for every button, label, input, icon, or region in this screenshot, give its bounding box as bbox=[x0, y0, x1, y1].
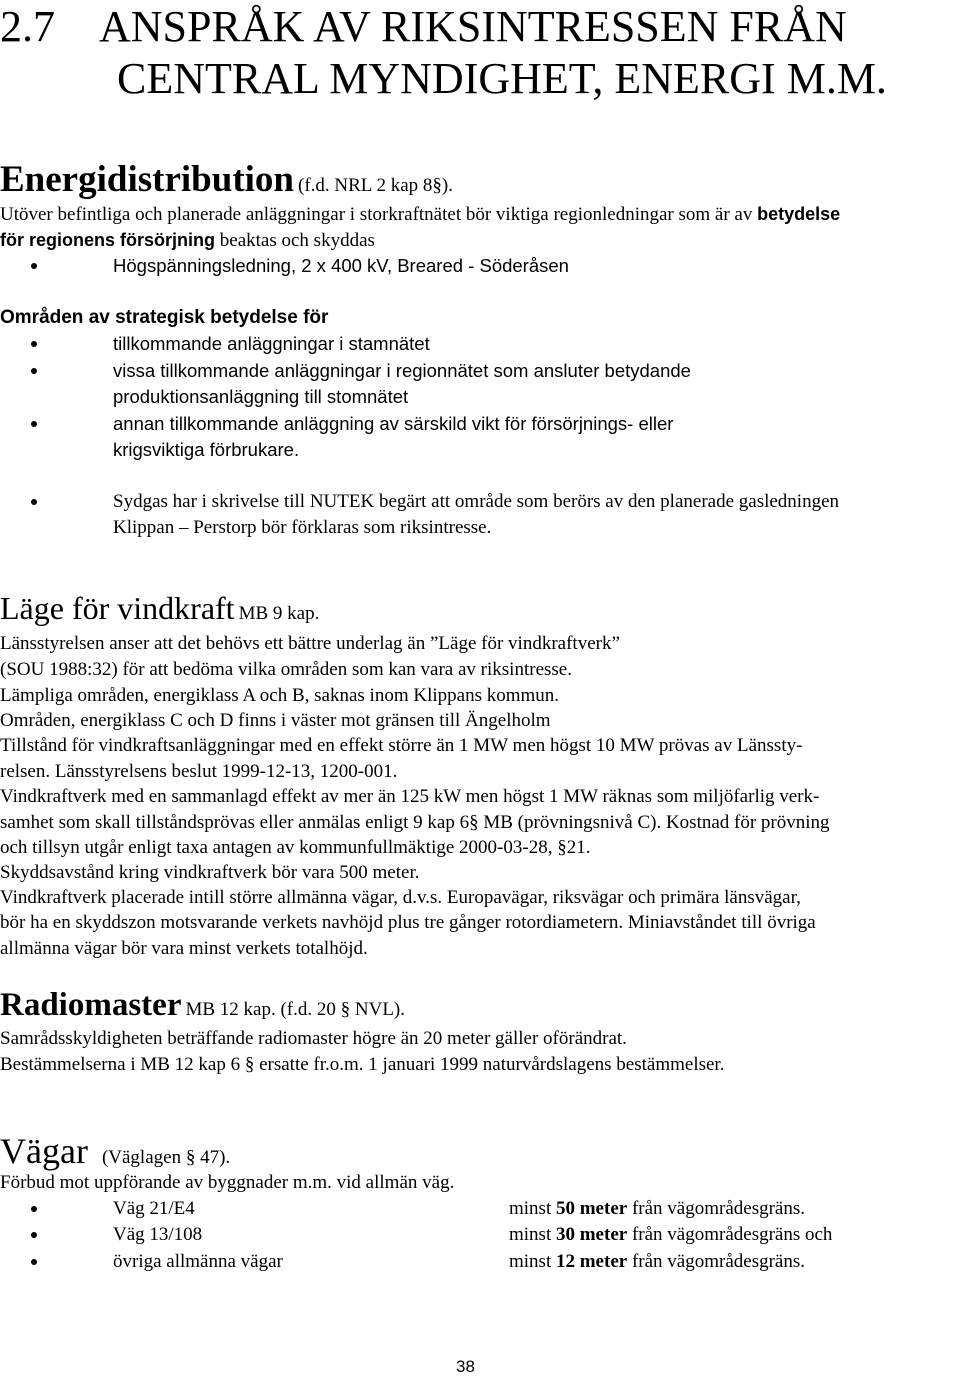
radio-heading-line bbox=[0, 985, 405, 1025]
energi-bullet: Högspänningsledning, 2 x 400 kV, Breared - Söderåsen bbox=[113, 255, 569, 276]
energi-ref: (f.d. NRL 2 kap 8§). bbox=[298, 175, 453, 196]
radio-ref: MB 12 kap. (f.d. 20 § NVL). bbox=[185, 999, 405, 1020]
bullet-icon bbox=[31, 1259, 37, 1265]
vind-line: Skyddsavstånd kring vindkraftverk bör vara 500 meter. bbox=[0, 862, 420, 883]
vind-line: Vindkraftverk placerade intill större allmänna vägar, d.v.s. Europavägar, riksvägar och primära länsvägar, bbox=[0, 887, 801, 908]
vind-line: Länsstyrelsen anser att det behövs ett bättre underlag än ”Läge för vindkraftverk” bbox=[0, 633, 620, 654]
vind-line: bör ha en skyddszon motsvarande verkets navhöjd plus tre gånger rotordiametern. Miniavståndet till övriga bbox=[0, 912, 816, 933]
vind-line: Tillstånd för vindkraftsanläggningar med en effekt större än 1 MW men högst 10 MW prövas av Länssty- bbox=[0, 735, 803, 756]
vind-heading: Läge för vindkraft bbox=[0, 590, 235, 626]
vagar-heading-line bbox=[0, 1130, 230, 1172]
strategic-item-cont: produktionsanläggning till stomnätet bbox=[113, 386, 409, 407]
sydgas-line1: Sydgas har i skrivelse till NUTEK begärt att område som berörs av den planerade gasledningen bbox=[113, 491, 840, 512]
vind-line: (SOU 1988:32) för att bedöma vilka områden som kan vara av riksintresse. bbox=[0, 659, 572, 680]
strategic-item-cont: krigsviktiga förbrukare. bbox=[113, 439, 300, 460]
page-number: 38 bbox=[456, 1357, 475, 1376]
vind-line: Vindkraftverk med en sammanlagd effekt av mer än 125 kW men högst 1 MW räknas som miljöfarlig verk- bbox=[0, 786, 820, 807]
road-name: Väg 21/E4 bbox=[113, 1198, 195, 1219]
energi-intro-line1: Utöver befintliga och planerade anläggningar i storkraftnätet bör viktiga regionledningar som är av betydelse bbox=[0, 204, 841, 225]
road-name: Väg 13/108 bbox=[113, 1224, 203, 1245]
bullet-icon bbox=[31, 421, 37, 427]
energi-heading-line bbox=[0, 158, 453, 202]
section-title-line1: ANSPRÅK AV RIKSINTRESSEN FRÅN bbox=[99, 2, 847, 51]
bullet-icon bbox=[31, 499, 37, 505]
vind-line: Lämpliga områden, energiklass A och B, saknas inom Klippans kommun. bbox=[0, 685, 560, 706]
radio-line: Bestämmelserna i MB 12 kap 6 § ersatte fr.o.m. 1 januari 1999 naturvårdslagens bestämmelser. bbox=[0, 1054, 725, 1075]
strategic-item: vissa tillkommande anläggningar i regionnätet som ansluter betydande bbox=[113, 360, 691, 381]
bullet-icon bbox=[31, 341, 37, 347]
strategic-item: annan tillkommande anläggning av särskild vikt för försörjnings- eller bbox=[113, 413, 674, 434]
strategic-heading: Områden av strategisk betydelse för bbox=[0, 307, 329, 328]
vind-heading-line bbox=[0, 588, 319, 628]
vagar-heading: Vägar bbox=[0, 1131, 88, 1171]
road-distance: minst 12 meter från vägområdesgräns. bbox=[509, 1251, 805, 1272]
road-distance: minst 30 meter från vägområdesgräns och bbox=[509, 1224, 833, 1245]
road-distance: minst 50 meter från vägområdesgräns. bbox=[509, 1198, 805, 1219]
vagar-ref: (Väglagen § 47). bbox=[101, 1147, 231, 1168]
vind-line: Områden, energiklass C och D finns i väster mot gränsen till Ängelholm bbox=[0, 710, 551, 731]
road-name: övriga allmänna vägar bbox=[113, 1251, 283, 1272]
bullet-icon bbox=[31, 368, 37, 374]
strategic-item: tillkommande anläggningar i stamnätet bbox=[113, 333, 430, 354]
vagar-intro: Förbud mot uppförande av byggnader m.m. vid allmän väg. bbox=[0, 1172, 455, 1193]
vind-line: allmänna vägar bör vara minst verkets totalhöjd. bbox=[0, 938, 368, 959]
sydgas-line2: Klippan – Perstorp bör förklaras som riksintresse. bbox=[113, 517, 492, 538]
bullet-icon bbox=[31, 1206, 37, 1212]
section-title bbox=[0, 2, 847, 52]
radio-heading: Radiomaster bbox=[0, 987, 182, 1023]
energi-heading: Energidistribution bbox=[0, 159, 294, 200]
bullet-icon bbox=[31, 263, 37, 269]
vind-line: relsen. Länsstyrelsens beslut 1999-12-13, 1200-001. bbox=[0, 761, 398, 782]
radio-line: Samrådsskyldigheten beträffande radiomaster högre än 20 meter gäller oförändrat. bbox=[0, 1028, 627, 1049]
vind-line: samhet som skall tillståndsprövas eller anmälas enligt 9 kap 6§ MB (prövningsnivå C). Kostnad för prövning bbox=[0, 812, 830, 833]
vind-ref: MB 9 kap. bbox=[238, 603, 320, 624]
section-number: 2.7 bbox=[0, 2, 55, 51]
vind-line: och tillsyn utgår enligt taxa antagen av kommunfullmäktige 2000-03-28, §21. bbox=[0, 837, 591, 858]
bullet-icon bbox=[31, 1232, 37, 1238]
energi-intro-line2: för regionens försörjning beaktas och skyddas bbox=[0, 230, 375, 251]
section-title-line2: CENTRAL MYNDIGHET, ENERGI M.M. bbox=[117, 54, 887, 103]
